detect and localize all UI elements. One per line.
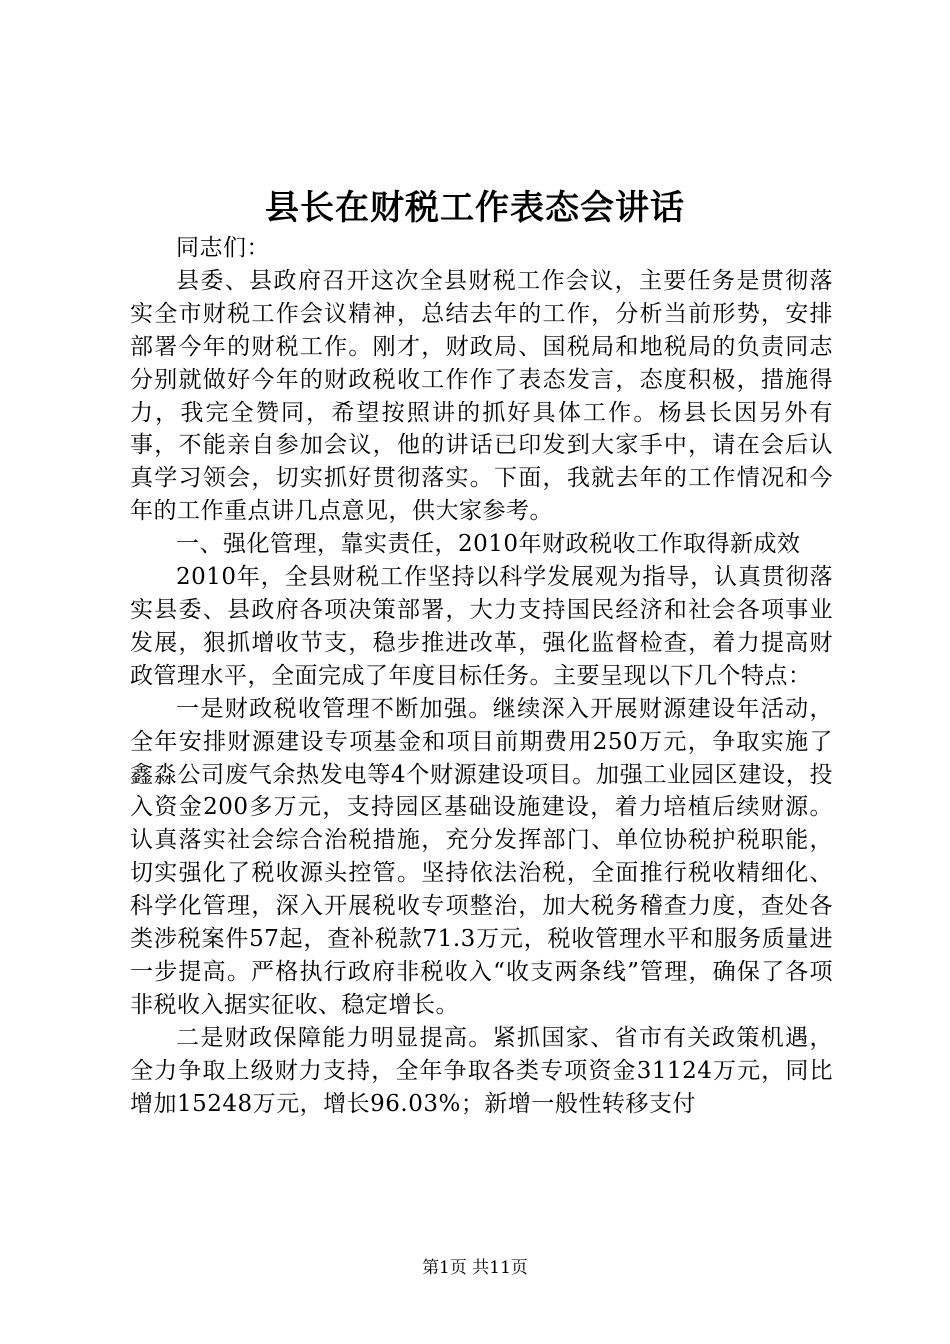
summary-paragraph: 2010年，全县财税工作坚持以科学发展观为指导，认真贯彻落实县委、县政府各项决策部署，大力支持国民经济和社会各项事业发展，狠抓增收节支，稳步推进改革，强化监督检查，着力提高财政管理水平，全面完成了年度目标任务。主要呈现以下几个特点： [130,564,833,689]
page-number-footer: 第1页 共11页 [422,1258,528,1278]
point-two-paragraph: 二是财政保障能力明显提高。紧抓国家、省市有关政策机遇，全力争取上级财力支持，全年争取各类专项资金31124万元，同比增加15248万元，增长96.03%；新增一般性转移支付 [130,1024,833,1117]
section-heading-1: 一、强化管理，靠实责任，2010年财政税收工作取得新成效 [176,531,801,558]
document-title: 县长在财税工作表态会讲话 [265,188,685,228]
document-body [130,232,833,1120]
intro-paragraph: 县委、县政府召开这次全县财税工作会议，主要任务是贯彻落实全市财税工作会议精神，总结去年的工作，分析当前形势，安排部署今年的财税工作。刚才，财政局、国税局和地税局的负责同志分别就做好今年的财政税收工作作了表态发言，态度积极，措施得力，我完全赞同，希望按照讲的抓好具体工作。杨县长因另外有事，不能亲自参加会议，他的讲话已印发到大家手中，请在会后认真学习领会，切实抓好贯彻落实。下面，我就去年的工作情况和今年的工作重点讲几点意见，供大家参考。 [130,267,833,525]
point-one-paragraph: 一是财政税收管理不断加强。继续深入开展财源建设年活动，全年安排财源建设专项基金和项目前期费用250万元，争取实施了鑫淼公司废气余热发电等4个财源建设项目。加强工业园区建设，投入资金200多万元，支持园区基础设施建设，着力培植后续财源。认真落实社会综合治税措施，充分发挥部门、单位协税护税职能，切实强化了税收源头控管。坚持依法治税，全面推行税收精细化、科学化管理，深入开展税收专项整治，加大税务稽查力度，查处各类涉税案件57起，查补税款71.3万元，税收管理水平和服务质量进一步提高。严格执行政府非税收入“收支两条线”管理，确保了各项非税收入据实征收、稳定增长。 [130,695,833,1018]
salutation-paragraph: 同志们： [176,235,270,261]
